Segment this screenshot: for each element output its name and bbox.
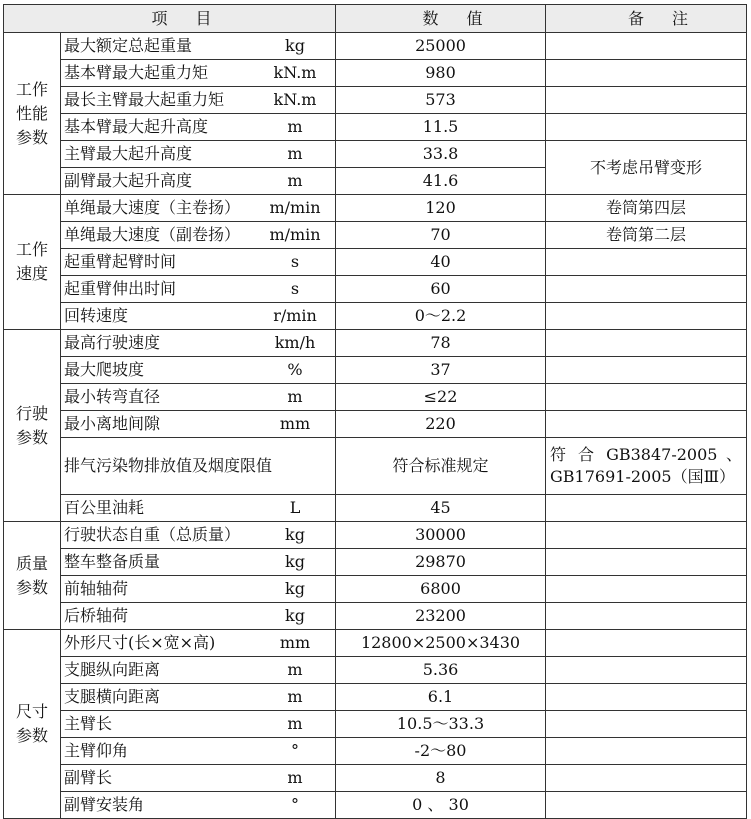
item-cell	[61, 792, 336, 819]
header-item-char: 目	[195, 8, 214, 28]
item-cell	[61, 249, 336, 276]
remark-cell	[546, 87, 747, 114]
item-unit: m	[287, 660, 303, 679]
item-name: 最长主臂最大起重力矩	[64, 90, 225, 109]
item-cell	[61, 384, 336, 411]
item-cell	[61, 738, 336, 765]
item-wrap	[64, 171, 335, 191]
item-cell	[61, 603, 336, 630]
item-cell	[61, 522, 336, 549]
value-cell: 0 、 30	[336, 792, 546, 819]
table-header-row	[4, 5, 747, 33]
item-unit: m/min	[269, 198, 321, 217]
value-cell: 6800	[336, 576, 546, 603]
item-name: 回转速度	[64, 306, 129, 325]
value-cell: 220	[336, 411, 546, 438]
item-unit: mm	[279, 414, 311, 433]
item-unit: m	[287, 387, 303, 406]
group-label-cell	[4, 195, 61, 330]
value-cell: 573	[336, 87, 546, 114]
table-row	[4, 33, 747, 60]
item-unit: m	[287, 144, 303, 163]
item-unit: kg	[285, 36, 305, 55]
value-cell: 10.5～33.3	[336, 711, 546, 738]
table-body	[4, 33, 747, 819]
item-unit: mm	[279, 633, 311, 652]
item-name: 副臂安装角	[64, 795, 145, 814]
item-unit: m	[287, 768, 303, 787]
value-cell: 29870	[336, 549, 546, 576]
value-cell: 30000	[336, 522, 546, 549]
item-name: 排气污染物排放值及烟度限值	[64, 456, 273, 475]
item-wrap	[64, 333, 335, 353]
value-cell: 33.8	[336, 141, 546, 168]
item-wrap	[64, 795, 335, 815]
item-wrap	[64, 198, 335, 218]
item-wrap	[64, 306, 335, 326]
header-remark	[546, 5, 747, 33]
value-cell: 37	[336, 357, 546, 384]
value-cell: 23200	[336, 603, 546, 630]
item-wrap	[64, 360, 335, 380]
item-name: 起重臂起臂时间	[64, 252, 177, 271]
item-unit: s	[290, 279, 300, 298]
table-row	[4, 657, 747, 684]
value-cell: 8	[336, 765, 546, 792]
item-cell	[61, 438, 336, 495]
value-cell: 78	[336, 330, 546, 357]
item-name: 主臂最大起升高度	[64, 144, 193, 163]
table-row	[4, 276, 747, 303]
item-unit: °	[291, 795, 300, 814]
item-cell	[61, 33, 336, 60]
item-name: 最大爬坡度	[64, 360, 145, 379]
table-row	[4, 411, 747, 438]
item-cell	[61, 684, 336, 711]
table-row	[4, 195, 747, 222]
item-name: 整车整备质量	[64, 552, 161, 571]
table-row	[4, 549, 747, 576]
table-row	[4, 222, 747, 249]
header-value-char: 数	[422, 8, 441, 28]
table-row	[4, 792, 747, 819]
table-row	[4, 87, 747, 114]
item-unit: m	[287, 687, 303, 706]
item-wrap	[64, 279, 335, 299]
table-row	[4, 303, 747, 330]
item-wrap	[64, 117, 335, 137]
value-cell: 40	[336, 249, 546, 276]
item-cell	[61, 411, 336, 438]
remark-cell	[546, 249, 747, 276]
group-label: 工作速度	[15, 240, 48, 283]
item-unit: %	[287, 360, 303, 379]
item-unit: r/min	[273, 306, 317, 325]
table-row	[4, 765, 747, 792]
item-cell	[61, 576, 336, 603]
remark-cell	[546, 303, 747, 330]
remark-cell: 卷筒第二层	[546, 222, 747, 249]
group-label: 质量参数	[15, 553, 48, 597]
item-wrap	[64, 414, 335, 434]
item-unit: kN.m	[273, 63, 317, 82]
table-row	[4, 711, 747, 738]
item-unit: m	[287, 117, 303, 136]
remark-cell	[546, 60, 747, 87]
table-row	[4, 576, 747, 603]
item-cell	[61, 657, 336, 684]
item-cell	[61, 765, 336, 792]
item-name: 单绳最大速度（主卷扬）	[64, 198, 241, 217]
table-row	[4, 357, 747, 384]
item-wrap	[64, 252, 335, 272]
group-label: 尺寸参数	[15, 702, 48, 745]
remark-cell	[546, 603, 747, 630]
item-wrap	[64, 633, 335, 653]
item-cell	[61, 357, 336, 384]
item-unit: L	[289, 498, 301, 517]
item-wrap	[64, 606, 335, 626]
header-remark-char: 备	[627, 8, 646, 28]
value-cell: -2～80	[336, 738, 546, 765]
value-cell: 25000	[336, 33, 546, 60]
remark-cell: 卷筒第四层	[546, 195, 747, 222]
item-cell	[61, 141, 336, 168]
group-label-cell	[4, 33, 61, 195]
remark-cell	[546, 276, 747, 303]
item-unit: kN.m	[273, 90, 317, 109]
item-unit: kg	[285, 552, 305, 571]
item-cell	[61, 711, 336, 738]
item-name: 最大额定总起重量	[64, 36, 193, 55]
remark-cell	[546, 549, 747, 576]
item-wrap	[64, 225, 335, 245]
item-name: 副臂最大起升高度	[64, 171, 193, 190]
remark-cell	[546, 630, 747, 657]
item-cell	[61, 303, 336, 330]
item-name: 起重臂伸出时间	[64, 279, 177, 298]
item-name: 基本臂最大起升高度	[64, 117, 209, 136]
item-wrap	[64, 660, 335, 680]
table-row	[4, 114, 747, 141]
remark-cell	[546, 114, 747, 141]
value-cell: 5.36	[336, 657, 546, 684]
remark-cell	[546, 330, 747, 357]
remark-cell	[546, 357, 747, 384]
item-cell	[61, 495, 336, 522]
item-unit: m	[287, 171, 303, 190]
value-cell: 0～2.2	[336, 303, 546, 330]
item-wrap	[64, 387, 335, 407]
item-wrap	[64, 36, 335, 56]
item-cell	[61, 549, 336, 576]
value-cell: 980	[336, 60, 546, 87]
item-name: 基本臂最大起重力矩	[64, 63, 209, 82]
item-wrap	[64, 687, 335, 707]
item-name: 单绳最大速度（副卷扬）	[64, 225, 241, 244]
item-wrap	[64, 498, 335, 518]
remark-cell	[546, 657, 747, 684]
value-cell: 符合标准规定	[336, 438, 546, 495]
item-cell	[61, 168, 336, 195]
remark-cell	[546, 384, 747, 411]
remark-cell	[546, 522, 747, 549]
group-label-cell	[4, 630, 61, 819]
item-name: 支腿横向距离	[64, 687, 161, 706]
table-row	[4, 60, 747, 87]
item-wrap	[64, 525, 335, 545]
value-cell: 41.6	[336, 168, 546, 195]
item-cell	[61, 114, 336, 141]
item-unit: °	[291, 741, 300, 760]
item-wrap	[64, 90, 335, 110]
group-label: 工作性能参数	[15, 79, 48, 147]
value-cell: 12800×2500×3430	[336, 630, 546, 657]
header-value-char: 值	[466, 8, 485, 28]
item-name: 百公里油耗	[64, 498, 145, 517]
value-cell: 45	[336, 495, 546, 522]
header-remark-char: 注	[672, 8, 691, 28]
crane-spec-table	[3, 4, 747, 819]
item-name: 后桥轴荷	[64, 606, 129, 625]
remark-cell	[546, 765, 747, 792]
table-row	[4, 384, 747, 411]
item-name: 最小转弯直径	[64, 387, 161, 406]
remark-cell	[546, 792, 747, 819]
item-unit: s	[290, 252, 300, 271]
remark-cell: 不考虑吊臂变形	[546, 141, 747, 195]
remark-cell	[546, 684, 747, 711]
header-value	[336, 5, 546, 33]
group-label-cell	[4, 330, 61, 522]
item-name: 外形尺寸(长×宽×高)	[64, 633, 216, 652]
item-name: 副臂长	[64, 768, 113, 787]
table-row	[4, 684, 747, 711]
item-name: 最高行驶速度	[64, 333, 161, 352]
item-name: 最小离地间隙	[64, 414, 161, 433]
item-wrap	[64, 144, 335, 164]
value-cell: 120	[336, 195, 546, 222]
table-row	[4, 522, 747, 549]
item-unit: km/h	[274, 333, 316, 352]
table-row	[4, 603, 747, 630]
item-cell	[61, 87, 336, 114]
table-row	[4, 438, 747, 495]
item-name: 主臂长	[64, 714, 113, 733]
value-cell: 60	[336, 276, 546, 303]
table-row	[4, 738, 747, 765]
table-row	[4, 330, 747, 357]
item-unit: kg	[285, 525, 305, 544]
item-unit: kg	[285, 606, 305, 625]
item-wrap	[64, 579, 335, 599]
item-name: 行驶状态自重（总质量）	[64, 525, 241, 544]
value-cell: ≤22	[336, 384, 546, 411]
item-name: 支腿纵向距离	[64, 660, 161, 679]
item-wrap	[64, 63, 335, 83]
item-wrap	[64, 552, 335, 572]
item-unit: m/min	[269, 225, 321, 244]
table-row	[4, 141, 747, 168]
remark-cell: 符 合 GB3847-2005 、GB17691-2005（国Ⅲ）	[546, 438, 747, 495]
remark-cell	[546, 495, 747, 522]
item-cell	[61, 195, 336, 222]
item-wrap	[64, 456, 335, 476]
remark-cell	[546, 576, 747, 603]
group-label-cell	[4, 522, 61, 630]
item-cell	[61, 60, 336, 87]
item-unit: m	[287, 714, 303, 733]
item-wrap	[64, 714, 335, 734]
item-unit: kg	[285, 579, 305, 598]
item-cell	[61, 630, 336, 657]
item-cell	[61, 276, 336, 303]
item-name: 主臂仰角	[64, 741, 129, 760]
value-cell: 70	[336, 222, 546, 249]
item-cell	[61, 222, 336, 249]
header-item-char: 项	[151, 8, 170, 28]
remark-cell	[546, 411, 747, 438]
item-name: 前轴轴荷	[64, 579, 129, 598]
remark-cell	[546, 711, 747, 738]
value-cell: 11.5	[336, 114, 546, 141]
remark-cell	[546, 33, 747, 60]
value-cell: 6.1	[336, 684, 546, 711]
group-label: 行驶参数	[15, 403, 48, 447]
header-item	[4, 5, 336, 33]
table-row	[4, 249, 747, 276]
remark-cell	[546, 738, 747, 765]
item-wrap	[64, 768, 335, 788]
table-row	[4, 495, 747, 522]
item-wrap	[64, 741, 335, 761]
item-cell	[61, 330, 336, 357]
table-row	[4, 630, 747, 657]
